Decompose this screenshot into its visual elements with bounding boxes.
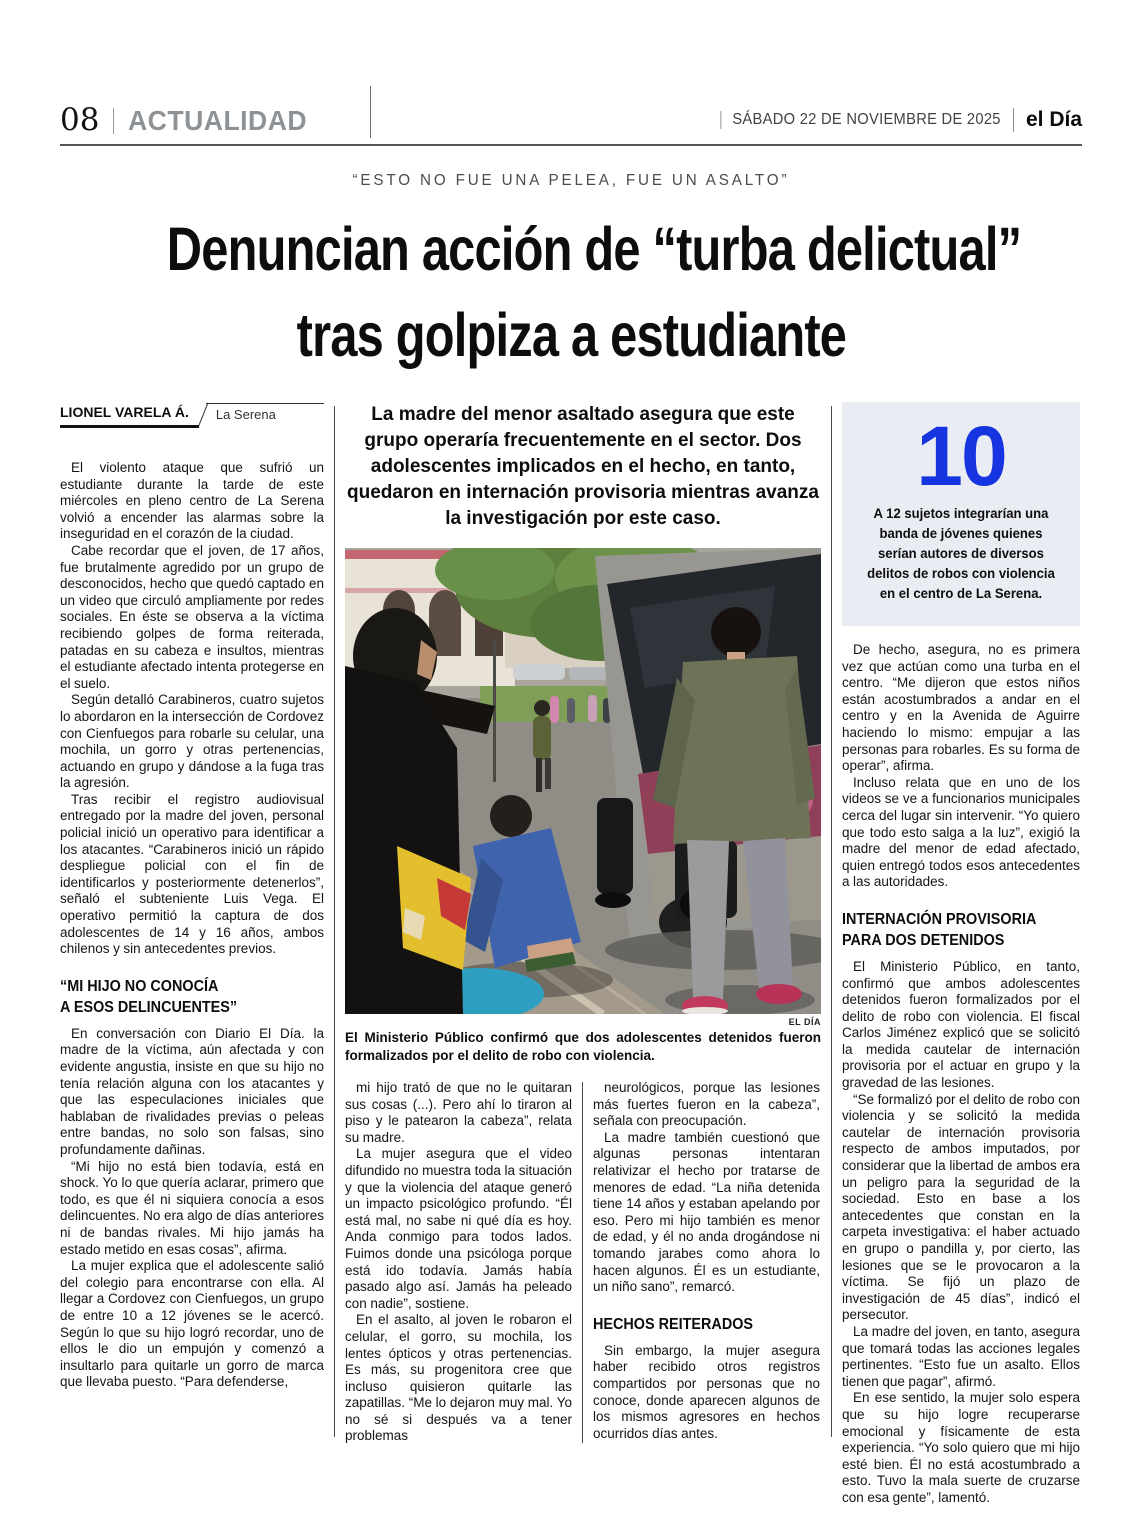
headline (60, 206, 1082, 378)
paragraph: Cabe recordar que el joven, de 17 años, fue brutalmente agredido por un grupo de desconocidos, hecho que quedó captado en un video que circuló ampliamente por redes sociales. En éste se observa a la víctima recibiendo golpes de forma reiterada, patadas en su cabeza e insultos, mientras el estudiante afectado intenta protegerse en el suelo. (60, 542, 324, 691)
section-title: ACTUALIDAD (128, 104, 308, 136)
masthead-vertical-rule (370, 86, 371, 138)
paragraph: Incluso relata que en uno de los videos se ve a funcionarios municipales cerca del lugar sin intervenir. “Yo quiero que todo esto salga a la luz”, exigió la madre del menor de edad afectado, quien entregó todos esos antecedentes a las autoridades. (842, 774, 1080, 890)
photo-illustration (345, 548, 821, 1014)
subhead-mi-hijo: “MI HIJO NO CONOCÍA A ESOS DELINCUENTES” (60, 977, 238, 1016)
kicker (60, 172, 1082, 190)
subcolumn-1 (345, 1080, 572, 1445)
paragraph: mi hijo trató de que no le quitaran sus cosas (...). Pero ahí lo tiraron al piso y le patearon la cabeza”, relata su madre. (345, 1080, 572, 1145)
kicker-text: “ESTO NO FUE UNA PELEA, FUE UN ASALTO” (352, 172, 790, 189)
byline-location: La Serena (206, 403, 324, 422)
byline-author: LIONEL VARELA Á. (60, 402, 199, 428)
photo-credit: EL DÍA (788, 1017, 821, 1027)
column-rule (831, 406, 832, 1437)
masthead-horizontal-rule (60, 144, 1082, 146)
column-middle (345, 402, 821, 1507)
paragraph: El Ministerio Público, en tanto, confirmó que ambos adolescentes detenidos fueron formalizados por el delito de robo con violencia. El fiscal Carlos Jiménez explicó que se solicitó la medida cautelar de internación provisoria por el actuar en grupo y la gravedad de las lesiones. (842, 958, 1080, 1091)
stat-text: A 12 sujetos integrarían una banda de jóvenes quienes serían autores de diversos delitos de robos con violencia en el centro de La Serena. (867, 506, 1055, 601)
lead-paragraph: La madre del menor asaltado asegura que este grupo operaría frecuentemente en el sector. Dos adolescentes implicados en el hecho, en tanto, quedaron en internación provisoria mientras avanza la investigación por este caso. (347, 404, 819, 529)
paragraph: Tras recibir el registro audiovisual entregado por la madre del joven, personal policial inició un operativo para identificar a los atacantes. “Carabineros inició un rápido despliegue policial con el fin de identificarlos y posteriormente detenerlos”, señaló el subteniente Luis Vega. El operativo permitió la captura de dos adolescentes de 14 y 16 años, ambos chilenos y sin antecedentes previos. (60, 791, 324, 957)
column-right (842, 402, 1080, 1507)
masthead-right (696, 108, 1082, 136)
headline-line-1: Denuncian acción de “turba delictual” (166, 215, 1022, 283)
masthead-divider (113, 108, 114, 134)
paragraph: De hecho, asegura, no es primera vez que actúan como una turba en el centro. “Me dijeron que estos niños están acostumbrados a andar en el centro y en la Avenida de Aguirre haciendo lo mismo: empujar a las personas para robarles. Es su forma de operar”, afirma. (842, 642, 1080, 774)
stat-box (842, 402, 1080, 626)
newspaper-brand: el Día (1013, 108, 1082, 132)
paragraph: “Mi hijo no está bien todavía, está en shock. Yo lo que quería aclarar, primero que todo, es que él ni siquiera conocía a esos delincuentes. No era algo de días anteriores ni de bandas rivales. Mi hijo jamás ha estado metido en esas cosas”, afirma. (60, 1158, 324, 1257)
paragraph: “Se formalizó por el delito de robo con violencia y se solicitó la medida cautelar de internación provisoria respecto de ambos imputados, por considerar que la libertad de ambos era un peligro para la seguridad de la sociedad. Esto en base a los antecedentes que constan en la carpeta investigativa: el haber actuado en grupo o pandilla y, por cierto, las lesiones que se le provocaron a la víctima. Se fijó un plazo de investigación de 45 días”, indicó el persecutor. (842, 1091, 1080, 1323)
paragraph: La mujer asegura que el video difundido no muestra toda la situación y que la violencia del ataque generó un impacto psicológico profundo. “Él está mal, no sabe ni qué día es hoy. Anda conmigo para todos lados. Fuimos donde una psicóloga porque está ido todavía. Jamás había pasado algo así. Jamás ha peleado con nadie”, sostiene. (345, 1146, 572, 1311)
column-rule (582, 1082, 583, 1443)
photo-caption: El Ministerio Público confirmó que dos adolescentes detenidos fueron formalizados por el delito de robo con violencia. (345, 1030, 821, 1063)
paragraph: En conversación con Diario El Día. la madre de la víctima, aún afectada y con evidente angustia, insiste en que su hijo no tenía relación alguna con los atacantes y que las especulaciones iniciales que hablaban de rivalidades previas o peleas entre bandas, no solo son falsas, sino profundamente dañinas. (60, 1025, 324, 1157)
paragraph: neurológicos, porque las lesiones más fuertes fueron en la cabeza”, señala con preocupación. (593, 1080, 820, 1129)
paragraph: La madre también cuestionó que algunas personas intentaran relativizar el hecho por tratarse de menores de edad. “La niña detenida tiene 14 años y estaban apelando por eso. Pero mi hijo también es menor de edad, y él no anda drogándose ni tomando jarabes como ahora lo hacen algunos. Él es un estudiante, un niño sano”, remarcó. (593, 1129, 820, 1295)
stat-number: 10 (916, 409, 1006, 503)
byline (60, 402, 324, 438)
paragraph: El violento ataque que sufrió un estudiante durante la tarde de este miércoles en pleno centro de La Serena volvió a encender las alarmas sobre la inseguridad en el corazón de la ciudad. (60, 460, 324, 542)
paragraph: Sin embargo, la mujer asegura haber recibido otros registros compartidos por personas que no conoce, donde aparecen algunos de los mismos agresores en hechos ocurridos días antes. (593, 1342, 820, 1441)
masthead (60, 86, 1082, 136)
paragraph: La madre del joven, en tanto, asegura que tomará todas las acciones legales pertinentes. “Esto fue un asalto. Ellos tienen que pagar”, afirmó. (842, 1323, 1080, 1389)
page-number: 08 (60, 102, 100, 138)
subcolumn-2 (593, 1080, 820, 1445)
headline-line-2: tras golpiza a estudiante (296, 301, 846, 369)
middle-subcolumns (345, 1080, 821, 1445)
subhead-internacion-provisoria: INTERNACIÓN PROVISORIA PARA DOS DETENIDOS (842, 910, 1037, 949)
paragraph: En el asalto, al joven le robaron el celular, el gorro, su mochila, los lentes ópticos y otras pertenencias. Es más, su progenitora cree que incluso quisieron quitarle las zapatillas. “Me lo dejaron muy mal. Yo no sé si después va a tener problemas (345, 1312, 572, 1444)
masthead-left (60, 102, 317, 138)
paragraph: La mujer explica que el adolescente salió del colegio para encontrarse con ella. Al llegar a Cordovez con Cienfuegos, un grupo de entre 10 a 12 jóvenes se le acercó. Según lo que su hijo logró recordar, uno de ellos le dio un empujón y comenzó a insultarlo para quitarle un gorro de marca que llevaba puesto. “Para defenderse, (60, 1258, 324, 1390)
article-photo (345, 548, 821, 1064)
article-body (60, 402, 1082, 1507)
edition-date: SÁBADO 22 DE NOVIEMBRE DE 2025 (721, 111, 1001, 129)
column-left (60, 402, 324, 1507)
column-rule (334, 406, 335, 1437)
subhead-hechos-reiterados: HECHOS REITERADOS (593, 1315, 754, 1333)
paragraph: En ese sentido, la mujer solo espera que su hijo logre recuperarse emocional y físicamente de esta experiencia. “Yo solo quiero que mi hijo esté bien. Él no está acostumbrado a esto. Tuvo la mala suerte de cruzarse con esa gente”, lamentó. (842, 1390, 1080, 1505)
paragraph: Según detalló Carabineros, cuatro sujetos lo abordaron en la intersección de Cordovez con Cienfuegos para robarle su celular, una mochila, un gorro y otras pertenencias, actuando en grupo y dándose a la fuga tras la agresión. (60, 692, 324, 791)
